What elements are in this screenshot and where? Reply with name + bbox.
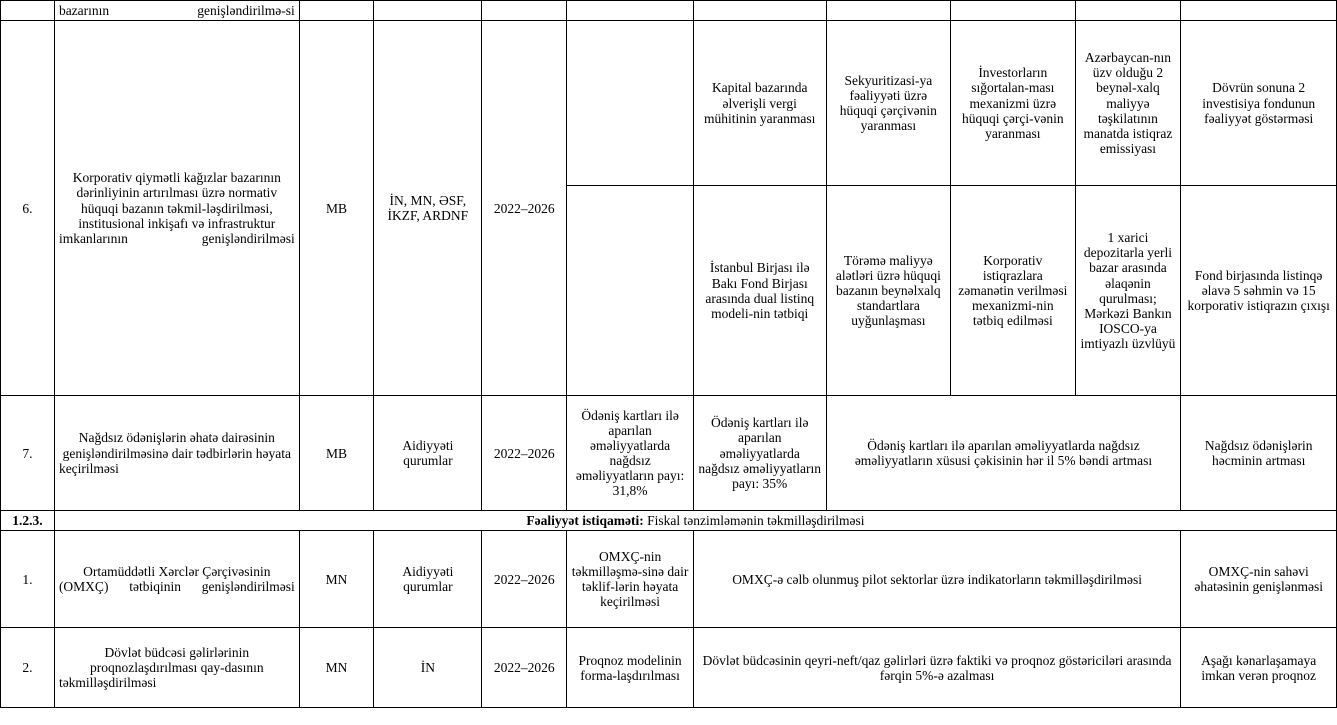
final-result-cell [1181,1,1337,21]
final-result-cell: Nağdsız ödənişlərin həcminin artması [1181,396,1337,511]
result-cell-2025: Korporativ istiqrazlara zəmanətin verilməsi mexanizmi-nin tətbiq edilməsi [951,186,1075,396]
result-cell-2022: OMXÇ-nin təkmilləşmə-sinə dair təklif-lərin həyata keçirilməsi [567,531,694,628]
executor-cell [299,1,374,21]
row-number: 2. [1,628,55,708]
result-cell-2026: Azərbaycan-nın üzv olduğu 2 beynəl-xalq maliyyə təşkilatının manatda istiqraz emissiyası [1075,21,1181,186]
final-result-cell: OMXÇ-nin sahəvi əhatəsinin genişlənməsi [1181,531,1337,628]
coexecutor-cell: Aidiyyəti qurumlar [374,396,482,511]
result-cell [1075,1,1181,21]
table-row [1,531,1337,628]
period-cell: 2022–2026 [482,21,567,396]
coexecutor-cell [374,1,482,21]
period-cell: 2022–2026 [482,628,567,708]
result-cell-2022: Ödəniş kartları ilə aparılan əməliyyatlarda nağdsız əməliyyatların payı: 31,8% [567,396,694,511]
table-row [1,396,1337,511]
result-cell-2024: Törəmə maliyyə alətləri üzrə hüquqi bazanın beynəlxalq standartlara uyğunlaşması [826,186,950,396]
section-number: 1.2.3. [1,511,55,531]
result-cell-merged: Dövlət büdcəsinin qeyri-neft/qaz gəlirləri üzrə faktiki və proqnoz göstəriciləri arasında fərqin 5%-ə azalması [693,628,1181,708]
result-cell-2022 [567,186,694,396]
final-result-cell: Dövrün sonuna 2 investisiya fondunun fəaliyyət göstərməsi [1181,21,1337,186]
period-cell: 2022–2026 [482,396,567,511]
executor-cell: MN [299,628,374,708]
result-cell [693,1,826,21]
measure-text: Dövlət büdcəsi gəlirlərinin proqnozlaşdırılması qay-dasının təkmilləşdirilməsi [54,628,299,708]
result-cell-2023: Ödəniş kartları ilə aparılan əməliyyatlarda nağdsız əməliyyatların payı: 35% [693,396,826,511]
result-cell-2022: Proqnoz modelinin forma-laşdırılması [567,628,694,708]
result-cell-2025: İnvestorların sığortalan-ması mexanizmi üzrə hüquqi çərçi-vənin yaranması [951,21,1075,186]
measure-text: Korporativ qiymətli kağızlar bazarının dərinliyinin artırılması üzrə normativ hüquqi bazanın təkmil-ləşdirilməsi, institusional inkişafı və infrastruktur imkanlarının genişləndirilməsi [54,21,299,396]
period-cell: 2022–2026 [482,531,567,628]
executor-cell: MB [299,396,374,511]
result-cell [951,1,1075,21]
result-cell-2024: Sekyuritizasi-ya fəaliyyəti üzrə hüquqi çərçivənin yaranması [826,21,950,186]
table-row-continuation [1,1,1337,21]
period-cell [482,1,567,21]
row-number: 1. [1,531,55,628]
final-result-cell: Fond birjasında listinqə əlavə 5 səhmin və 15 korporativ istiqrazın çıxışı [1181,186,1337,396]
result-cell [567,1,694,21]
result-cell-2026: 1 xarici depozitarla yerli bazar arasında əlaqənin qurulması; Mərkəzi Bankın IOSCO-ya imtiyazlı üzvlüyü [1075,186,1181,396]
section-text: Fiskal tənzimləmənin təkmilləşdirilməsi [647,513,865,529]
measure-text: bazarının genişləndirilmə-si [54,1,299,21]
executor-cell: MN [299,531,374,628]
section-title [54,511,1336,531]
final-result-cell: Aşağı kənarlaşamaya imkan verən proqnoz [1181,628,1337,708]
section-header-row [1,511,1337,531]
result-cell-2022 [567,21,694,186]
row-number: 6. [1,21,55,396]
measure-text: Ortamüddətli Xərclər Çərçivəsinin (OMXÇ) tətbiqinin genişləndirilməsi [54,531,299,628]
section-label: Fəaliyyət istiqaməti: [526,513,644,529]
coexecutor-cell: İN, MN, ƏSF, İKZF, ARDNF [374,21,482,396]
coexecutor-cell: Aidiyyəti qurumlar [374,531,482,628]
row-number: 7. [1,396,55,511]
result-cell-merged: OMXÇ-ə cəlb olunmuş pilot sektorlar üzrə indikatorların təkmilləşdirilməsi [693,531,1181,628]
table-row [1,628,1337,708]
row-number [1,1,55,21]
result-cell-merged: Ödəniş kartları ilə aparılan əməliyyatlarda nağdsız əməliyyatların xüsusi çəkisinin hər il 5% bəndi artması [826,396,1181,511]
executor-cell: MB [299,21,374,396]
measure-text: Nağdsız ödənişlərin əhatə dairəsinin genişləndirilməsinə dair tədbirlərin həyata keçirilməsi [54,396,299,511]
table-row [1,21,1337,186]
result-cell-2023: İstanbul Birjası ilə Bakı Fond Birjası arasında dual listinq modeli-nin tətbiqi [693,186,826,396]
result-cell-2023: Kapital bazarında əlverişli vergi mühitinin yaranması [693,21,826,186]
coexecutor-cell: İN [374,628,482,708]
result-cell [826,1,950,21]
